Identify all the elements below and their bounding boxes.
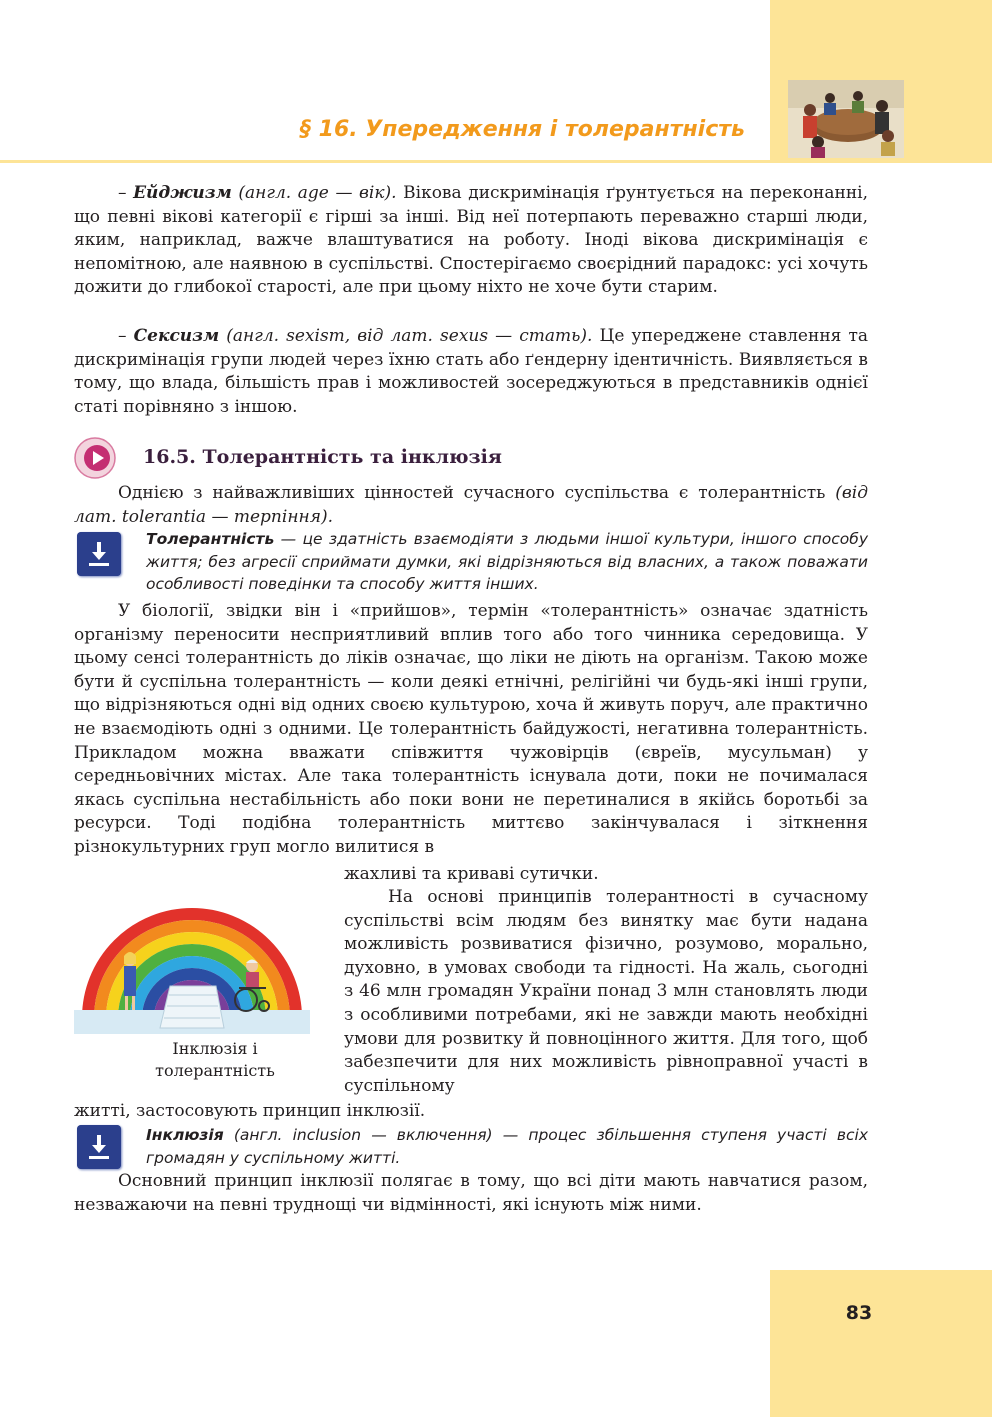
- intro-text: Однією з найважливіших цінностей сучасного суспільства є толерантність: [118, 483, 826, 503]
- etymology-tolerance: (від лат. tolerantia — терпіння).: [74, 483, 868, 527]
- ageism-text: Вікова дискримінація ґрунтується на переконанні, що певні вікові категорії є гірші за інші. Від неї потерпають переважно старші люди, яким, наприклад, важче влаштуватися на роботу. Іноді вікова дискримінація є непомітною, але наявною в суспільстві. Спостерігаємо своєрідний парадокс: усі хочуть дожити до глибокої старості, але при цьому ніхто не хоче бути старим.: [74, 183, 869, 298]
- definition-text: (англ. inclusion — включення) — процес збільшення ступеня участі всіх громадян у суспільному житті.: [146, 1126, 868, 1167]
- paragraph-principles: На основі принципів толерантності в сучасному суспільстві всім людям без винятку має бути надана можливість розвиватися фізично, розумово, морально, духовно, в умовах свободи та гідності. На жаль, сьогодні з 46 млн громадян України понад 3 млн становлять люди з особливими потребами, які не завжди мають необхідні умови для розвитку й повноцінного життя. Для того, щоб забезпечити для них можливість рівноправної участі в суспільному: [344, 887, 868, 1096]
- play-icon: [74, 437, 116, 479]
- rainbow-illustration-icon: [74, 868, 310, 1034]
- paragraph-ageism: [74, 182, 868, 300]
- download-icon: [77, 532, 121, 576]
- paragraph-sexism: [74, 325, 868, 419]
- definition-term: Інклюзія: [146, 1126, 224, 1144]
- term-sexism: Сексизм: [133, 326, 220, 346]
- definition-tolerance: [146, 528, 868, 596]
- download-icon: [77, 1125, 121, 1169]
- list-dash: –: [118, 326, 127, 346]
- list-dash: –: [118, 183, 127, 203]
- definition-term: Толерантність: [146, 530, 275, 548]
- term-ageism: Ейджизм: [133, 183, 232, 203]
- etymology-ageism: (англ. age — вік).: [238, 183, 397, 203]
- paragraph-biology: У біології, звідки він і «прийшов», термін «толерантність» означає здатність організму переносити несприятливий вплив того або того чинника середовища. У цьому сенсі толерантність до ліків означає, що ліки не діють на організм. Такою може бути й суспільна толерантність — коли деякі етнічні, релігійні чи будь-які інші групи, що відрізняються одні від одних своєю культурою, хоча й живуть поруч, але практично не взаємодіють одні з одними. Це толерантність байдужості, негативна толерантність. Прикладом можна вважати співжиття чужовірців (євреїв, мусульман) у середньовічних містах. Але така толерантність існувала доти, поки не почималася якась суспільна нестабільність або поки вони не перетиналися в якійсь боротьбі за ресурси. Тоді подібна толерантність миттєво закінчувалася і зіткнення різнокультурних груп могло вилитися в: [74, 601, 868, 857]
- paragraph-biology-end: жахливі та криваві сутички.: [344, 864, 599, 884]
- meeting-photo-icon: [788, 80, 904, 158]
- figure-caption: Інклюзія і толерантність: [155, 1039, 275, 1080]
- paragraph-intro: [74, 482, 868, 529]
- definition-inclusion: [146, 1124, 868, 1169]
- sexism-text: Це упереджене ставлення та дискримінація групи людей через їхню стать або ґендерну ідентичність. Виявляється в тому, що влада, більшість прав і можливостей зосереджуються в представників однієї статі порівняно з іншою.: [74, 326, 869, 417]
- page-title: § 16. Упередження і толерантність: [300, 117, 745, 142]
- header-divider: [0, 160, 992, 163]
- definition-text: — це здатність взаємодіяти з людьми іншої культури, іншого способу життя; без агресії сприймати думки, які відрізняються від власних, а також поважати особливості поведінки та способу життя інших.: [146, 530, 868, 594]
- paragraph-final: Основний принцип інклюзії полягає в тому, що всі діти мають навчатися разом, незважаючи на певні труднощі чи відмінності, які існують між ними.: [74, 1171, 868, 1215]
- page-number: 83: [845, 1302, 873, 1324]
- etymology-sexism: (англ. sexism, від лат. sexus — стать).: [226, 326, 593, 346]
- section-heading: 16.5. Толерантність та інклюзія: [143, 446, 502, 468]
- paragraph-principles-end: житті, застосовують принцип інклюзії.: [74, 1101, 426, 1121]
- footer-band: [770, 1270, 992, 1417]
